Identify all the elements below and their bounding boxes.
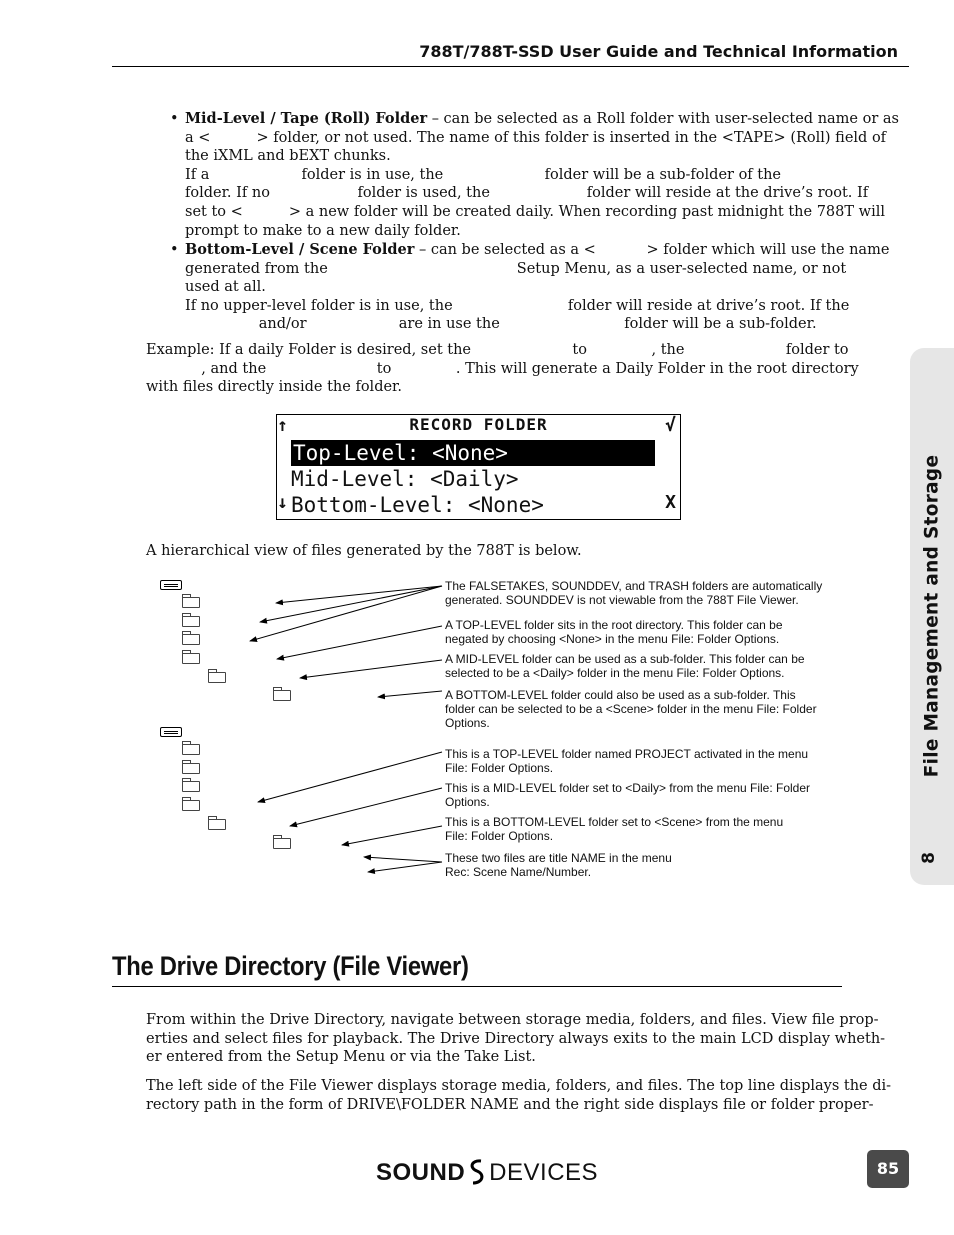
section-paragraph bbox=[146, 1077, 892, 1114]
paragraph-line: erties and select files for playback. The Drive Directory always exits to the main LCD display wheth- bbox=[146, 1030, 886, 1047]
bullet-line: a < > folder, or not used. The name of this folder is inserted in the <TAPE> (Roll) field of bbox=[185, 129, 887, 146]
lcd-row-selected: Top-Level: <None> bbox=[291, 440, 655, 466]
note-line: generated. SOUNDDEV is not viewable from the 788T File Viewer. bbox=[445, 593, 799, 607]
bullet-line: folder. If no folder is used, the folder will reside at the drive’s root. If bbox=[185, 185, 869, 202]
section-paragraph bbox=[146, 1011, 886, 1067]
bullet-line: prompt to make to a new daily folder. bbox=[185, 222, 461, 239]
note-project-folder bbox=[445, 747, 837, 775]
lcd-title: RECORD FOLDER bbox=[409, 415, 548, 434]
note-scene-folder bbox=[445, 815, 837, 843]
bullet-line: and/or are in use the folder will be a sub-folder. bbox=[185, 316, 817, 333]
note-line: This is a MID-LEVEL folder set to <Daily> from the menu File: Folder bbox=[445, 781, 811, 795]
note-line: These two files are title NAME in the menu bbox=[445, 851, 672, 865]
note-line: folder can be selected to be a <Scene> folder in the menu File: Folder bbox=[445, 702, 817, 716]
note-line: This is a BOTTOM-LEVEL folder set to <Scene> from the menu bbox=[445, 815, 784, 829]
note-line: A TOP-LEVEL folder sits in the root directory. This folder can be bbox=[445, 618, 783, 632]
logo-swirl-icon bbox=[465, 1158, 489, 1186]
up-arrow-icon: ↑ bbox=[277, 415, 288, 436]
bullet-line: – can be selected as a Roll folder with user-selected name or as bbox=[427, 111, 899, 127]
bullet-line: If no upper-level folder is in use, the folder will reside at drive’s root. If the bbox=[185, 297, 850, 314]
note-line: This is a TOP-LEVEL folder named PROJECT activated in the menu bbox=[445, 747, 809, 761]
note-mid-level bbox=[445, 652, 837, 680]
section-rule bbox=[112, 986, 842, 987]
note-line: negated by choosing <None> in the menu File: Folder Options. bbox=[445, 632, 780, 646]
lcd-row: Mid-Level: <Daily> bbox=[291, 467, 519, 491]
note-line: File: Folder Options. bbox=[445, 761, 554, 775]
lcd-row: Bottom-Level: <None> bbox=[291, 493, 544, 517]
logo-devices: DEVICES bbox=[489, 1159, 599, 1186]
example-line: , and the to . This will generate a Daily Folder in the root directory bbox=[146, 360, 859, 377]
bullet-dot: • bbox=[170, 111, 179, 127]
example-line: with files directly inside the folder. bbox=[146, 379, 403, 396]
bullet-dot: • bbox=[170, 242, 179, 258]
bullet-line: used at all. bbox=[185, 279, 266, 296]
note-line: Options. bbox=[445, 716, 490, 730]
note-line: Rec: Scene Name/Number. bbox=[445, 865, 592, 879]
note-line: File: Folder Options. bbox=[445, 829, 554, 843]
paragraph-line: The left side of the File Viewer displays storage media, folders, and files. The top line displays the di- bbox=[146, 1078, 892, 1094]
sound-devices-logo bbox=[376, 1158, 598, 1187]
section-heading: The Drive Directory (File Viewer) bbox=[112, 951, 469, 981]
bullet-line: generated from the Setup Menu, as a user-selected name, or not bbox=[185, 260, 847, 277]
note-line: Options. bbox=[445, 795, 490, 809]
bullet-term: Mid-Level / Tape (Roll) Folder bbox=[185, 110, 428, 127]
bullet-line: the iXML and bEXT chunks. bbox=[185, 148, 391, 165]
paragraph-line: From within the Drive Directory, navigate between storage media, folders, and files. View file prop- bbox=[146, 1012, 879, 1028]
note-line: A MID-LEVEL folder can be used as a sub-folder. This folder can be bbox=[445, 652, 805, 666]
note-line: selected to be a <Daily> folder in the menu File: Folder Options. bbox=[445, 666, 785, 680]
down-arrow-icon: ↓ bbox=[277, 492, 288, 513]
bullet-term: Bottom-Level / Scene Folder bbox=[185, 241, 415, 258]
page-number: 85 bbox=[867, 1150, 909, 1188]
diagram-caption: A hierarchical view of files generated by the 788T is below. bbox=[146, 543, 582, 559]
note-top-level bbox=[445, 618, 837, 646]
bullet-line: If a folder is in use, the folder will be a sub-folder of the bbox=[185, 166, 782, 183]
example-line: Example: If a daily Folder is desired, set the to , the folder to bbox=[146, 342, 849, 358]
paragraph-line: er entered from the Setup Menu or via the Take List. bbox=[146, 1049, 536, 1066]
running-header: 788T/788T-SSD User Guide and Technical Information bbox=[419, 42, 898, 61]
note-bottom-level bbox=[445, 688, 837, 730]
note-files bbox=[445, 851, 837, 879]
note-daily-folder bbox=[445, 781, 837, 809]
bullet-line: – can be selected as a < > folder which will use the name bbox=[414, 242, 890, 258]
chapter-tab-number: 8 bbox=[918, 852, 939, 864]
logo-sound: SOUND bbox=[376, 1159, 466, 1186]
note-system-folders bbox=[445, 579, 837, 607]
chapter-tab-title: File Management and Storage bbox=[921, 454, 943, 778]
x-icon: X bbox=[665, 492, 676, 513]
check-icon: √ bbox=[665, 415, 676, 436]
note-line: A BOTTOM-LEVEL folder could also be used as a sub-folder. This bbox=[445, 688, 796, 702]
paragraph-line: rectory path in the form of DRIVE\FOLDER NAME and the right side displays file or folder proper- bbox=[146, 1096, 874, 1113]
note-line: The FALSETAKES, SOUNDDEV, and TRASH folders are automatically bbox=[445, 579, 823, 593]
bullet-line: set to < > a new folder will be created daily. When recording past midnight the 788T will bbox=[185, 203, 885, 220]
